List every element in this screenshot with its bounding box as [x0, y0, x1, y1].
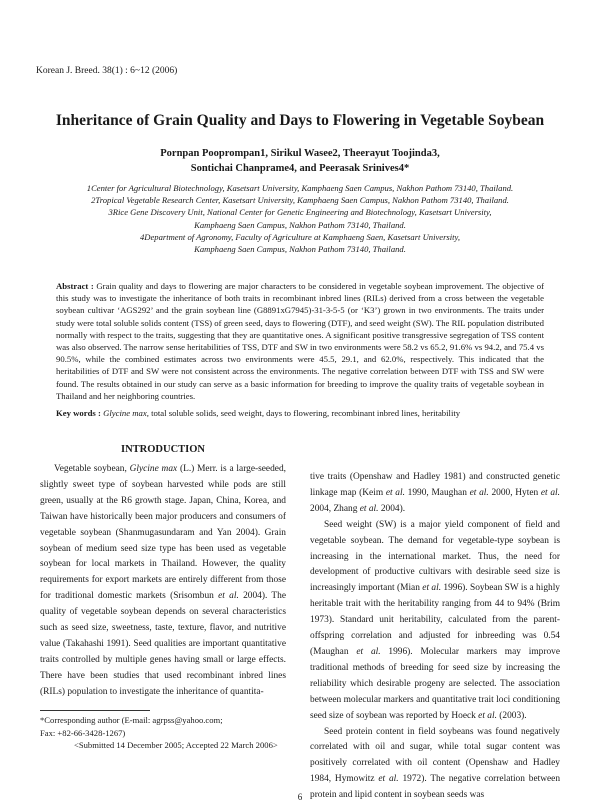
footnote-divider	[40, 710, 150, 711]
text-span: 1990, Maughan	[404, 487, 470, 498]
text-span: 1996). Soybean SW is a highly heritable trait with the heritability ranging from 44 to 94% (Brim 1973). Standard unit heritability, calculated from the parent-offspring correlation and adjusted for inbreeding was 0.54 (Maughan	[310, 583, 560, 657]
right-column	[310, 470, 560, 804]
text-span: Seed protein content in field soybeans was found negatively correlated with oil and sugar, while total sugar content was positively correlated with oil content (Openshaw and Hadley 1984, Hymowitz	[310, 726, 560, 785]
intro-paragraph-continued	[310, 470, 560, 518]
et-al: et al.	[218, 591, 239, 602]
author-line-1: Pornpan Pooprompan1, Sirikul Wasee2, Theerayut Toojinda3,	[160, 148, 440, 159]
intro-paragraph-1	[40, 462, 286, 701]
author-list	[40, 146, 560, 176]
text-span: tive traits (Openshaw and Hadley 1981) and constructed genetic linkage map (Keim	[310, 472, 560, 498]
affiliation-3-line-2: Kamphaeng Saen Campus, Nakhon Pathom 73140, Thailand.	[194, 219, 406, 230]
text-span: Vegetable soybean,	[54, 464, 130, 474]
keywords	[56, 407, 544, 419]
text-span: Seed weight (SW) is a major yield component of field and vegetable soybean. The demand for vegetable-type soybean is increasing in the international market. Thus, the need for development of productive cultivars with desirable seed size is increasingly important (Mian	[310, 519, 560, 594]
abstract	[56, 280, 544, 402]
affiliation-4-line-2: Kamphaeng Saen Campus, Nakhon Pathom 73140, Thailand.	[194, 244, 406, 255]
affiliation-3-line-1: 3Rice Gene Discovery Unit, National Center for Genetic Engineering and Biotechnology, Kasetsart University,	[108, 207, 492, 218]
text-span: 2004). The quality of vegetable soybean depends on several characteristics such as seed size, sweetness, taste, texture, flavor, and nutritive value (Takahashi 1991). Seed qualities are important quantitative traits controlled by multiple genes having small or large effects. There have been studies that used recombinant inbred lines (RILs) population to investigate the inheritance of quantita-	[40, 591, 286, 697]
text-span: 2000, Hyten	[488, 487, 541, 498]
intro-paragraph-2	[310, 518, 560, 725]
keywords-species: Glycine max,	[103, 408, 149, 418]
text-span: (L.) Merr. is a large-seeded, slightly sweet type of soybean harvested while pods are still green, usually at the R6 growth stage. Japan, China, Korea, and Taiwan have historically been major producers and consumers of vegetable soybean (Shanmugasundaram and Yan 2004). Grain soybean of medium seed size type has been used as vegetable soybean for local markets in Thailand. However, the quality requirements for export markets are entirely different from those for traditional domestic markets (Srisombun	[40, 464, 286, 602]
affiliation-4-line-1: 4Department of Agronomy, Faculty of Agriculture at Kamphaeng Saen, Kasetsart University,	[139, 231, 461, 242]
fax-number: Fax: +82-66-3428-1267)	[40, 727, 126, 738]
submission-dates: <Submitted 14 December 2005; Accepted 22 March 2006>	[74, 740, 278, 750]
affiliation-1: 1Center for Agricultural Biotechnology, Kasetsart University, Kamphaeng Saen Campus, Nakhon Pathom 73140, Thailand.	[86, 183, 514, 193]
affiliation-2: 2Tropical Vegetable Research Center, Kasetsart University, Kamphaeng Saen Campus, Nakhon Pathom 73140, Thailand.	[91, 195, 509, 206]
abstract-text: Grain quality and days to flowering are major characters to be considered in vegetable soybean improvement. The objective of this study was to investigate the inheritance of both traits in recombinant inbred lines (RILs) derived from a cross between the vegetable soybean cultivar ‘AGS292’ and the grain soybean line (G8891xG7945)-31-3-5-5 (or ‘K3’) grown in two environments. The traits under study were total soluble solids content (TSS) of green seed, days to flowering (DTF), and seed weight (SW). The RIL population distributed normally with respect to the traits, suggesting that they are quantitative ones. A significant positive transgressive segregation of TSS content was also observed. The narrow sense heritabilities of TSS, DTF and SW in two environments were 58.2 vs 65.2, 91.6% vs 94.2, and 75.4 vs 90.5%, while the combined estimates across two environments were 45.5, 29.1, and 62.0%, respectively. This indicated that the heritabilities of DTF and SW were not consistent across the environments. The negative correlation between DTF with TSS and SW were found. The results obtained in our study can serve as a basic information for breeding to improve the quality traits of vegetable soybean in Thailand and her neighboring countries.	[56, 281, 544, 401]
section-heading-introduction: INTRODUCTION	[120, 444, 205, 455]
et-al: et al.	[540, 487, 561, 498]
left-column	[40, 462, 286, 701]
et-al: et al.	[356, 646, 381, 657]
et-al: et al.	[422, 583, 442, 594]
abstract-label: Abstract :	[56, 281, 94, 291]
journal-reference: Korean J. Breed. 38(1) : 6~12 (2006)	[36, 66, 178, 76]
corresponding-author: *Corresponding author (E-mail: agrpss@yahoo.com;	[40, 715, 223, 725]
text-span: 1996). Molecular markers may improve traditional methods of breeding for seed size by increasing the reliability which desirable progeny are selected. The association between molecular markers and quantitative trait loci conditioning seed size of soybean was reported by Hoeck	[310, 646, 561, 721]
keywords-text: total soluble solids, seed weight, days to flowering, recombinant inbred lines, heritability	[148, 408, 461, 418]
paper-title: Inheritance of Grain Quality and Days to Flowering in Vegetable Soybean	[55, 112, 545, 129]
et-al: et al.	[359, 503, 379, 514]
text-span: 2004).	[378, 503, 406, 514]
affiliations	[70, 182, 530, 255]
text-span: (2003).	[496, 710, 527, 721]
footnote	[40, 714, 300, 752]
intro-paragraph-3	[310, 725, 560, 805]
keywords-label: Key words :	[56, 408, 101, 418]
et-al: et al.	[469, 487, 489, 498]
et-al: et al.	[478, 710, 497, 721]
page-number: 6	[297, 792, 303, 802]
species-name: Glycine max	[129, 464, 178, 474]
text-span: 2004, Zhang	[310, 503, 360, 514]
et-al: et al.	[378, 774, 399, 785]
et-al: et al.	[385, 487, 405, 498]
author-line-2: Sontichai Chanprame4, and Peerasak Srinives4*	[190, 163, 410, 174]
text-span: 1972). The negative correlation between protein and lipid content in soybean seeds was	[310, 774, 561, 801]
